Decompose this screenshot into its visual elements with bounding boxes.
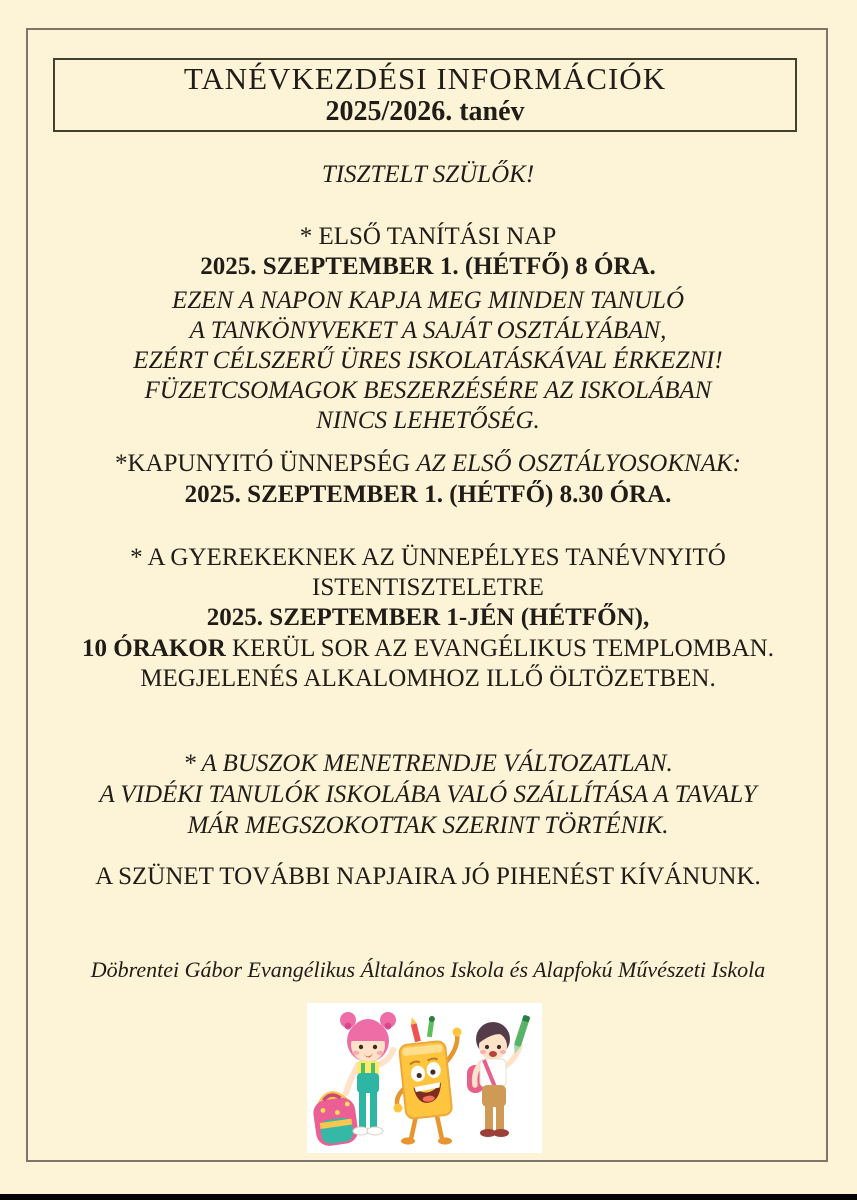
service-line1: * A GYEREKEKNEK AZ ÜNNEPÉLYES TANÉVNYITÓ xyxy=(130,544,726,571)
service-time-bold: 10 ÓRAKOR xyxy=(82,635,226,662)
service-line5: MEGJELENÉS ALKALOMHOZ ILLŐ ÖLTÖZETBEN. xyxy=(140,665,716,692)
first-day-notes xyxy=(28,286,828,436)
gate-opening-datetime: 2025. SZEPTEMBER 1. (HÉTFŐ) 8.30 ÓRA. xyxy=(184,481,672,508)
first-day-note-line: NINCS LEHETŐSÉG. xyxy=(316,407,540,434)
service-line2: ISTENTISZTELETRE xyxy=(312,574,544,601)
service-line4-rest: KERÜL SOR AZ EVANGÉLIKUS TEMPLOMBAN. xyxy=(232,635,774,662)
greeting-text: TISZTELT SZÜLŐK! xyxy=(321,161,535,188)
children-illustration xyxy=(307,1003,542,1153)
bus-info-line: A VIDÉKI TANULÓK ISKOLÁBA VALÓ SZÁLLÍTÁSA A TAVALY xyxy=(99,781,757,808)
children-illustration-svg xyxy=(307,1003,542,1153)
first-day-note-line: EZÉRT CÉLSZERŰ ÜRES ISKOLATÁSKÁVAL ÉRKEZNI! xyxy=(133,347,723,374)
scan-edge-bar xyxy=(0,1194,857,1200)
school-year-subtitle: 2025/2026. tanév xyxy=(325,96,525,127)
closing-wish: A SZÜNET TOVÁBBI NAPJAIRA JÓ PIHENÉST KÍVÁNUNK. xyxy=(95,863,761,890)
gate-opening-heading-italic: AZ ELSŐ OSZTÁLYOSOKNAK: xyxy=(416,450,741,477)
first-day-datetime: 2025. SZEPTEMBER 1. (HÉTFŐ) 8 ÓRA. xyxy=(200,253,656,280)
bus-info xyxy=(28,748,828,841)
title-box xyxy=(53,58,797,132)
backpack-graphic xyxy=(311,1088,360,1147)
book-mascot-graphic xyxy=(394,1016,462,1145)
page-title: TANÉVKEZDÉSI INFORMÁCIÓK xyxy=(183,61,667,96)
gate-opening-heading-regular: *KAPUNYITÓ ÜNNEPSÉG xyxy=(115,450,411,477)
school-name: Döbrentei Gábor Evangélikus Általános Iskola és Alapfokú Művészeti Iskola xyxy=(90,957,766,982)
boy-graphic xyxy=(467,1015,530,1137)
gate-opening-heading xyxy=(28,449,828,479)
service-datetime: 2025. SZEPTEMBER 1-JÉN (HÉTFŐN), xyxy=(206,604,650,631)
first-day-note-line: A TANKÖNYVEKET A SAJÁT OSZTÁLYÁBAN, xyxy=(189,317,667,344)
first-day-heading: * ELSŐ TANÍTÁSI NAP xyxy=(299,223,557,250)
first-day-note-line: EZEN A NAPON KAPJA MEG MINDEN TANULÓ xyxy=(171,287,685,314)
service-line4 xyxy=(28,634,828,664)
bus-info-line: MÁR MEGSZOKOTTAK SZERINT TÖRTÉNIK. xyxy=(187,812,669,839)
first-day-note-line: FÜZETCSOMAGOK BESZERZÉSÉRE AZ ISKOLÁBAN xyxy=(144,377,712,404)
bus-info-line: * A BUSZOK MENETRENDJE VÁLTOZATLAN. xyxy=(183,750,673,777)
